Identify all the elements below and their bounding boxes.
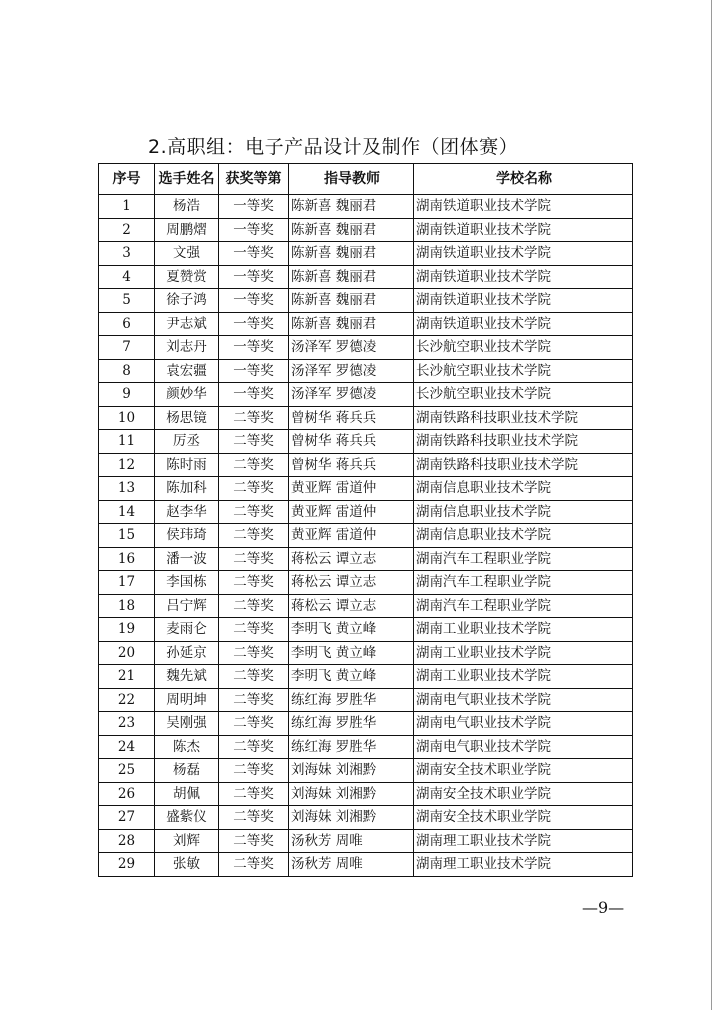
table-row	[99, 336, 633, 360]
school-name-cell: 湖南理工职业技术学院	[414, 853, 633, 877]
award-level-cell: 一等奖	[219, 336, 289, 360]
table-row	[99, 359, 633, 383]
serial-number-cell: 3	[99, 242, 155, 266]
header-serial-number: 序号	[99, 164, 155, 195]
award-level-cell: 二等奖	[219, 571, 289, 595]
instructor-cell: 黄亚辉 雷道仲	[289, 500, 414, 524]
serial-number-cell: 26	[99, 782, 155, 806]
award-level-cell: 二等奖	[219, 853, 289, 877]
school-name-cell: 湖南铁道职业技术学院	[414, 195, 633, 219]
contestant-name-cell: 侯玮琦	[155, 524, 219, 548]
serial-number-cell: 25	[99, 759, 155, 783]
contestant-name-cell: 胡佩	[155, 782, 219, 806]
header-contestant-name: 选手姓名	[155, 164, 219, 195]
serial-number-cell: 11	[99, 430, 155, 454]
school-name-cell: 湖南铁路科技职业技术学院	[414, 430, 633, 454]
table-row	[99, 242, 633, 266]
serial-number-cell: 9	[99, 383, 155, 407]
serial-number-cell: 14	[99, 500, 155, 524]
school-name-cell: 湖南信息职业技术学院	[414, 500, 633, 524]
award-level-cell: 二等奖	[219, 430, 289, 454]
award-level-cell: 一等奖	[219, 312, 289, 336]
page-number: —9—	[582, 898, 625, 917]
school-name-cell: 湖南汽车工程职业学院	[414, 594, 633, 618]
contestant-name-cell: 吕宁辉	[155, 594, 219, 618]
table-row	[99, 312, 633, 336]
school-name-cell: 湖南信息职业技术学院	[414, 524, 633, 548]
serial-number-cell: 5	[99, 289, 155, 313]
school-name-cell: 湖南安全技术职业学院	[414, 782, 633, 806]
table-row	[99, 688, 633, 712]
school-name-cell: 湖南铁路科技职业技术学院	[414, 453, 633, 477]
school-name-cell: 湖南信息职业技术学院	[414, 477, 633, 501]
contestant-name-cell: 孙延京	[155, 641, 219, 665]
serial-number-cell: 20	[99, 641, 155, 665]
table-row	[99, 453, 633, 477]
section-title: 2.高职组：电子产品设计及制作（团体赛）	[148, 136, 519, 158]
serial-number-cell: 19	[99, 618, 155, 642]
instructor-cell: 蒋松云 谭立志	[289, 571, 414, 595]
contestant-name-cell: 刘志丹	[155, 336, 219, 360]
table-row	[99, 500, 633, 524]
award-level-cell: 二等奖	[219, 641, 289, 665]
award-level-cell: 一等奖	[219, 383, 289, 407]
serial-number-cell: 16	[99, 547, 155, 571]
instructor-cell: 陈新喜 魏丽君	[289, 312, 414, 336]
award-level-cell: 二等奖	[219, 500, 289, 524]
header-school-name: 学校名称	[414, 164, 633, 195]
table-row	[99, 218, 633, 242]
table-row	[99, 735, 633, 759]
table-row	[99, 712, 633, 736]
instructor-cell: 汤泽军 罗德凌	[289, 336, 414, 360]
instructor-cell: 曾树华 蒋兵兵	[289, 430, 414, 454]
serial-number-cell: 17	[99, 571, 155, 595]
contestant-name-cell: 赵李华	[155, 500, 219, 524]
award-level-cell: 二等奖	[219, 453, 289, 477]
award-level-cell: 二等奖	[219, 618, 289, 642]
contestant-name-cell: 陈加科	[155, 477, 219, 501]
table-row	[99, 289, 633, 313]
school-name-cell: 湖南电气职业技术学院	[414, 712, 633, 736]
award-level-cell: 二等奖	[219, 688, 289, 712]
contestant-name-cell: 徐子鸿	[155, 289, 219, 313]
instructor-cell: 刘海妹 刘湘黔	[289, 806, 414, 830]
instructor-cell: 汤泽军 罗德凌	[289, 359, 414, 383]
award-level-cell: 一等奖	[219, 242, 289, 266]
school-name-cell: 湖南铁道职业技术学院	[414, 242, 633, 266]
instructor-cell: 蒋松云 谭立志	[289, 594, 414, 618]
contestant-name-cell: 麦雨仑	[155, 618, 219, 642]
contestant-name-cell: 李国栋	[155, 571, 219, 595]
serial-number-cell: 22	[99, 688, 155, 712]
contestant-name-cell: 夏赞赏	[155, 265, 219, 289]
serial-number-cell: 2	[99, 218, 155, 242]
awards-table	[98, 163, 633, 877]
award-level-cell: 一等奖	[219, 195, 289, 219]
table-row	[99, 406, 633, 430]
serial-number-cell: 1	[99, 195, 155, 219]
serial-number-cell: 27	[99, 806, 155, 830]
contestant-name-cell: 魏先斌	[155, 665, 219, 689]
contestant-name-cell: 刘辉	[155, 829, 219, 853]
instructor-cell: 蒋松云 谭立志	[289, 547, 414, 571]
serial-number-cell: 13	[99, 477, 155, 501]
table-row	[99, 806, 633, 830]
school-name-cell: 湖南安全技术职业学院	[414, 759, 633, 783]
school-name-cell: 湖南铁道职业技术学院	[414, 289, 633, 313]
award-level-cell: 二等奖	[219, 782, 289, 806]
contestant-name-cell: 杨思镜	[155, 406, 219, 430]
contestant-name-cell: 张敏	[155, 853, 219, 877]
instructor-cell: 汤泽军 罗德凌	[289, 383, 414, 407]
page-edge-line	[711, 0, 712, 1010]
award-level-cell: 二等奖	[219, 712, 289, 736]
table-row	[99, 383, 633, 407]
award-level-cell: 二等奖	[219, 829, 289, 853]
contestant-name-cell: 厉丞	[155, 430, 219, 454]
contestant-name-cell: 文强	[155, 242, 219, 266]
award-level-cell: 一等奖	[219, 218, 289, 242]
table-row	[99, 665, 633, 689]
serial-number-cell: 8	[99, 359, 155, 383]
contestant-name-cell: 尹志斌	[155, 312, 219, 336]
contestant-name-cell: 潘一波	[155, 547, 219, 571]
school-name-cell: 湖南铁道职业技术学院	[414, 312, 633, 336]
instructor-cell: 李明飞 黄立峰	[289, 618, 414, 642]
serial-number-cell: 23	[99, 712, 155, 736]
contestant-name-cell: 吴刚强	[155, 712, 219, 736]
instructor-cell: 黄亚辉 雷道仲	[289, 477, 414, 501]
school-name-cell: 湖南电气职业技术学院	[414, 735, 633, 759]
award-level-cell: 二等奖	[219, 806, 289, 830]
table-row	[99, 759, 633, 783]
table-row	[99, 265, 633, 289]
contestant-name-cell: 周鹏熠	[155, 218, 219, 242]
school-name-cell: 湖南安全技术职业学院	[414, 806, 633, 830]
contestant-name-cell: 颜妙华	[155, 383, 219, 407]
school-name-cell: 湖南电气职业技术学院	[414, 688, 633, 712]
table-header-row	[99, 164, 633, 195]
award-level-cell: 二等奖	[219, 759, 289, 783]
instructor-cell: 陈新喜 魏丽君	[289, 218, 414, 242]
instructor-cell: 曾树华 蒋兵兵	[289, 406, 414, 430]
serial-number-cell: 12	[99, 453, 155, 477]
serial-number-cell: 29	[99, 853, 155, 877]
table-row	[99, 853, 633, 877]
serial-number-cell: 6	[99, 312, 155, 336]
instructor-cell: 刘海妹 刘湘黔	[289, 782, 414, 806]
instructor-cell: 李明飞 黄立峰	[289, 641, 414, 665]
serial-number-cell: 10	[99, 406, 155, 430]
school-name-cell: 长沙航空职业技术学院	[414, 383, 633, 407]
contestant-name-cell: 杨浩	[155, 195, 219, 219]
school-name-cell: 湖南汽车工程职业学院	[414, 547, 633, 571]
table-row	[99, 571, 633, 595]
serial-number-cell: 24	[99, 735, 155, 759]
serial-number-cell: 7	[99, 336, 155, 360]
table-row	[99, 547, 633, 571]
award-level-cell: 一等奖	[219, 265, 289, 289]
instructor-cell: 陈新喜 魏丽君	[289, 195, 414, 219]
serial-number-cell: 18	[99, 594, 155, 618]
table-row	[99, 618, 633, 642]
contestant-name-cell: 陈时雨	[155, 453, 219, 477]
award-level-cell: 二等奖	[219, 735, 289, 759]
instructor-cell: 李明飞 黄立峰	[289, 665, 414, 689]
table-body	[99, 195, 633, 877]
instructor-cell: 陈新喜 魏丽君	[289, 265, 414, 289]
award-level-cell: 二等奖	[219, 594, 289, 618]
contestant-name-cell: 周明坤	[155, 688, 219, 712]
contestant-name-cell: 陈杰	[155, 735, 219, 759]
school-name-cell: 长沙航空职业技术学院	[414, 359, 633, 383]
instructor-cell: 汤秋芳 周唯	[289, 853, 414, 877]
award-level-cell: 二等奖	[219, 665, 289, 689]
instructor-cell: 黄亚辉 雷道仲	[289, 524, 414, 548]
header-instructor: 指导教师	[289, 164, 414, 195]
instructor-cell: 练红海 罗胜华	[289, 688, 414, 712]
instructor-cell: 陈新喜 魏丽君	[289, 242, 414, 266]
school-name-cell: 湖南铁道职业技术学院	[414, 218, 633, 242]
serial-number-cell: 15	[99, 524, 155, 548]
school-name-cell: 湖南工业职业技术学院	[414, 665, 633, 689]
contestant-name-cell: 盛紫仪	[155, 806, 219, 830]
table-row	[99, 782, 633, 806]
instructor-cell: 曾树华 蒋兵兵	[289, 453, 414, 477]
contestant-name-cell: 杨磊	[155, 759, 219, 783]
award-level-cell: 一等奖	[219, 359, 289, 383]
table-row	[99, 430, 633, 454]
school-name-cell: 湖南铁道职业技术学院	[414, 265, 633, 289]
school-name-cell: 长沙航空职业技术学院	[414, 336, 633, 360]
table-row	[99, 477, 633, 501]
school-name-cell: 湖南工业职业技术学院	[414, 641, 633, 665]
table-row	[99, 641, 633, 665]
instructor-cell: 汤秋芳 周唯	[289, 829, 414, 853]
award-level-cell: 二等奖	[219, 524, 289, 548]
table-row	[99, 829, 633, 853]
serial-number-cell: 28	[99, 829, 155, 853]
serial-number-cell: 21	[99, 665, 155, 689]
school-name-cell: 湖南铁路科技职业技术学院	[414, 406, 633, 430]
instructor-cell: 练红海 罗胜华	[289, 712, 414, 736]
instructor-cell: 陈新喜 魏丽君	[289, 289, 414, 313]
school-name-cell: 湖南理工职业技术学院	[414, 829, 633, 853]
award-level-cell: 二等奖	[219, 547, 289, 571]
award-level-cell: 二等奖	[219, 406, 289, 430]
school-name-cell: 湖南工业职业技术学院	[414, 618, 633, 642]
school-name-cell: 湖南汽车工程职业学院	[414, 571, 633, 595]
table-row	[99, 594, 633, 618]
contestant-name-cell: 袁宏疆	[155, 359, 219, 383]
table-row	[99, 195, 633, 219]
instructor-cell: 练红海 罗胜华	[289, 735, 414, 759]
table-row	[99, 524, 633, 548]
award-level-cell: 一等奖	[219, 289, 289, 313]
serial-number-cell: 4	[99, 265, 155, 289]
award-level-cell: 二等奖	[219, 477, 289, 501]
instructor-cell: 刘海妹 刘湘黔	[289, 759, 414, 783]
header-award-level: 获奖等第	[219, 164, 289, 195]
